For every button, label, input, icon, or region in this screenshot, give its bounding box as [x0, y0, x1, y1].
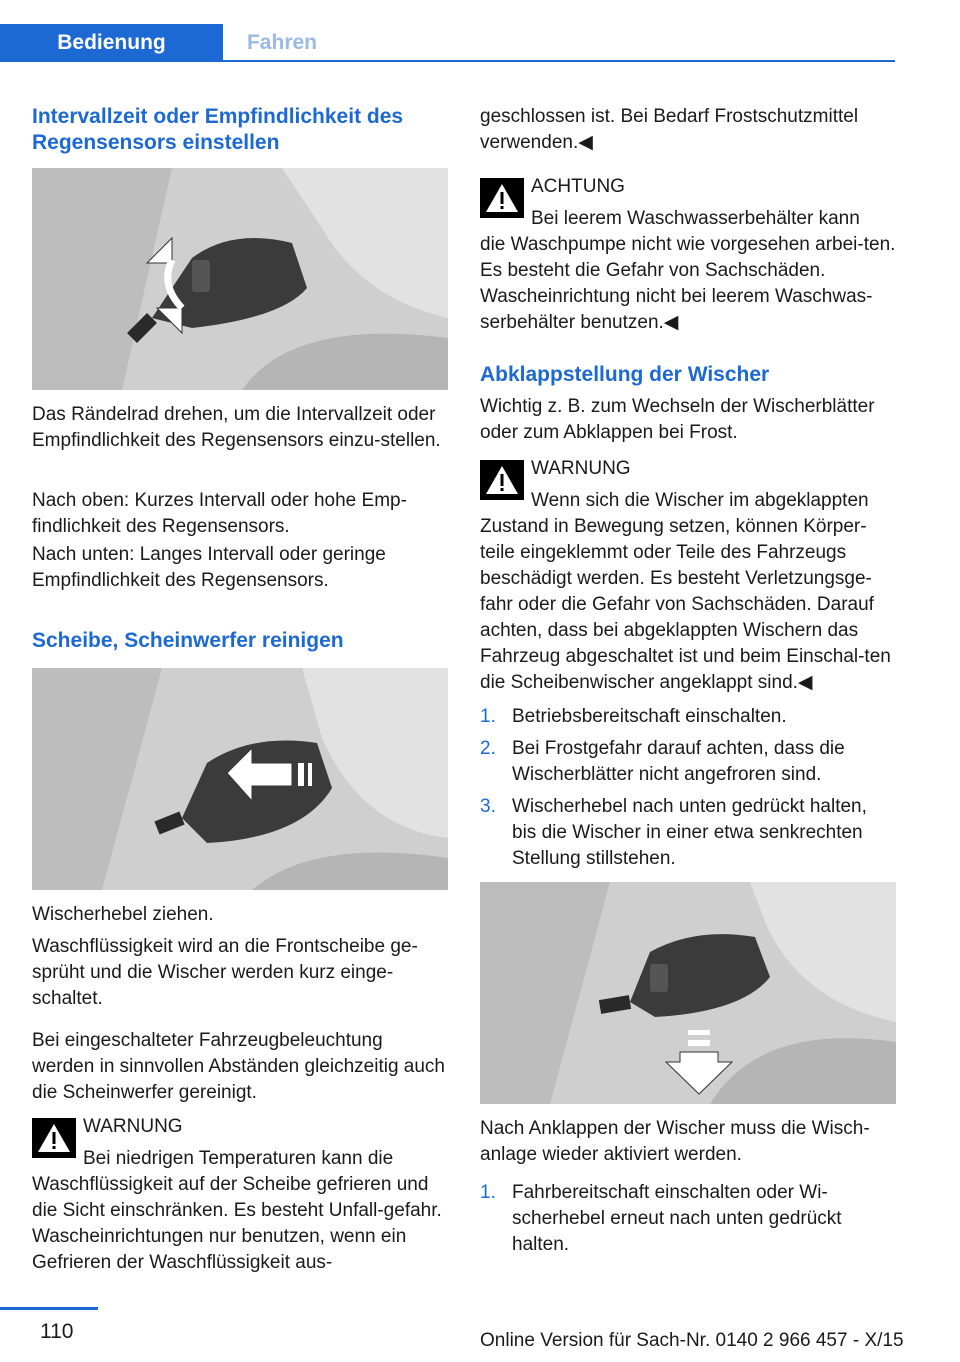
chapter-tabs	[0, 0, 895, 62]
list-item: 1. Betriebsbereitschaft einschalten.	[480, 706, 787, 727]
list-item: 3. Wischerhebel nach unten gedrückt halten, bis die Wischer in einer etwa senkrechten Stellung stillstehen.	[480, 796, 867, 869]
tab-bedienung[interactable]: Bedienung	[0, 24, 223, 62]
caution-text: die Waschpumpe nicht wie vorgesehen arbei‐ten. Es besteht die Gefahr von Sachschäden. Wascheinrichtung nicht bei leerem Waschwas‐serbehälter benutzen.◀	[480, 234, 896, 333]
paragraph-continuation: geschlossen ist. Bei Bedarf Frostschutzmittel verwenden.◀	[480, 106, 859, 153]
list-item: 2. Bei Frostgefahr darauf achten, dass die Wischerblätter nicht angefroren sind.	[480, 738, 845, 785]
wiper-lever-pull-photo	[32, 668, 448, 890]
steps-list-aktivieren	[480, 1180, 896, 1258]
warning-text-first-line: Wenn sich die Wischer im abgeklappten	[531, 490, 869, 511]
paragraph-wichtig: Wichtig z. B. zum Wechseln der Wischerblätter oder zum Abklappen bei Frost.	[480, 396, 875, 443]
paragraph-scheinwerfer: Bei eingeschalteter Fahrzeugbeleuchtung werden in sinnvollen Abständen gleichzeitig auch die Scheinwerfer gereinigt.	[32, 1030, 445, 1103]
online-version-note: Online Version für Sach-Nr. 0140 2 966 457 - X/15	[480, 1330, 904, 1351]
caution-box-washer	[480, 174, 896, 334]
paragraph-waschfluessigkeit: Waschflüssigkeit wird an die Frontscheibe ge‐sprüht und die Wischer werden kurz einge‐schaltet.	[32, 936, 418, 1009]
warning-triangle-icon	[480, 178, 524, 218]
section-heading-reinigen: Scheibe, Scheinwerfer reinigen	[32, 629, 344, 652]
caution-heading: ACHTUNG	[531, 176, 625, 197]
footer-accent-line	[0, 1307, 98, 1310]
paragraph-nach-unten: Nach unten: Langes Intervall oder geringe Empfindlichkeit des Regensensors.	[32, 544, 386, 591]
tab-underline	[0, 60, 895, 62]
warning-heading: WARNUNG	[83, 1116, 183, 1137]
page-number: 110	[40, 1320, 74, 1343]
warning-text-first-line: Bei niedrigen Temperaturen kann die	[83, 1148, 394, 1169]
list-item: 1. Fahrbereitschaft einschalten oder Wi‐scherhebel erneut nach unten gedrückt halten.	[480, 1182, 842, 1255]
wiper-lever-down-photo	[480, 882, 896, 1104]
paragraph-nach-oben: Nach oben: Kurzes Intervall oder hohe Emp‐findlichkeit des Regensensors.	[32, 490, 407, 537]
steps-list-abklappen	[480, 704, 896, 872]
warning-triangle-icon	[32, 1118, 76, 1158]
section-heading-abklappstellung: Abklappstellung der Wischer	[480, 363, 770, 386]
warning-box-wiper	[480, 456, 896, 696]
section-heading-intervall: Intervallzeit oder Empfindlichkeit des Regensensors einstellen	[32, 105, 404, 154]
warning-text: Zustand in Bewegung setzen, können Körper‐teile eingeklemmt oder Teile des Fahrzeugs beschädigt werden. Es besteht Verletzungsge‐fahr oder die Gefahr von Sachschäden. Darauf achten, dass bei abgeklappten Wischern das Fahrzeug abgeschaltet ist und beim Einschal‐ten die Scheibenwischer angeklappt sind.◀	[480, 516, 891, 693]
warning-text: Waschflüssigkeit auf der Scheibe gefrieren und die Sicht einschränken. Es besteht Unfall‐gefahr. Wascheinrichtungen nur benutzen, wenn ein Gefrieren der Waschflüssigkeit aus‐	[32, 1174, 442, 1273]
paragraph-wischerhebel-ziehen: Wischerhebel ziehen.	[32, 904, 214, 925]
warning-triangle-icon	[480, 460, 524, 500]
tab-fahren[interactable]: Fahren	[246, 31, 317, 54]
wiper-lever-thumbwheel-photo	[32, 168, 448, 390]
warning-box-frost	[32, 1114, 448, 1274]
warning-heading: WARNUNG	[531, 458, 631, 479]
caution-text-first-line: Bei leerem Waschwasserbehälter kann	[531, 208, 860, 229]
paragraph-thumbwheel: Das Rändelrad drehen, um die Intervallzeit oder Empfindlichkeit des Regensensors einzu‐stellen.	[32, 404, 441, 451]
paragraph-anklappen: Nach Anklappen der Wischer muss die Wisch‐anlage wieder aktiviert werden.	[480, 1118, 870, 1165]
